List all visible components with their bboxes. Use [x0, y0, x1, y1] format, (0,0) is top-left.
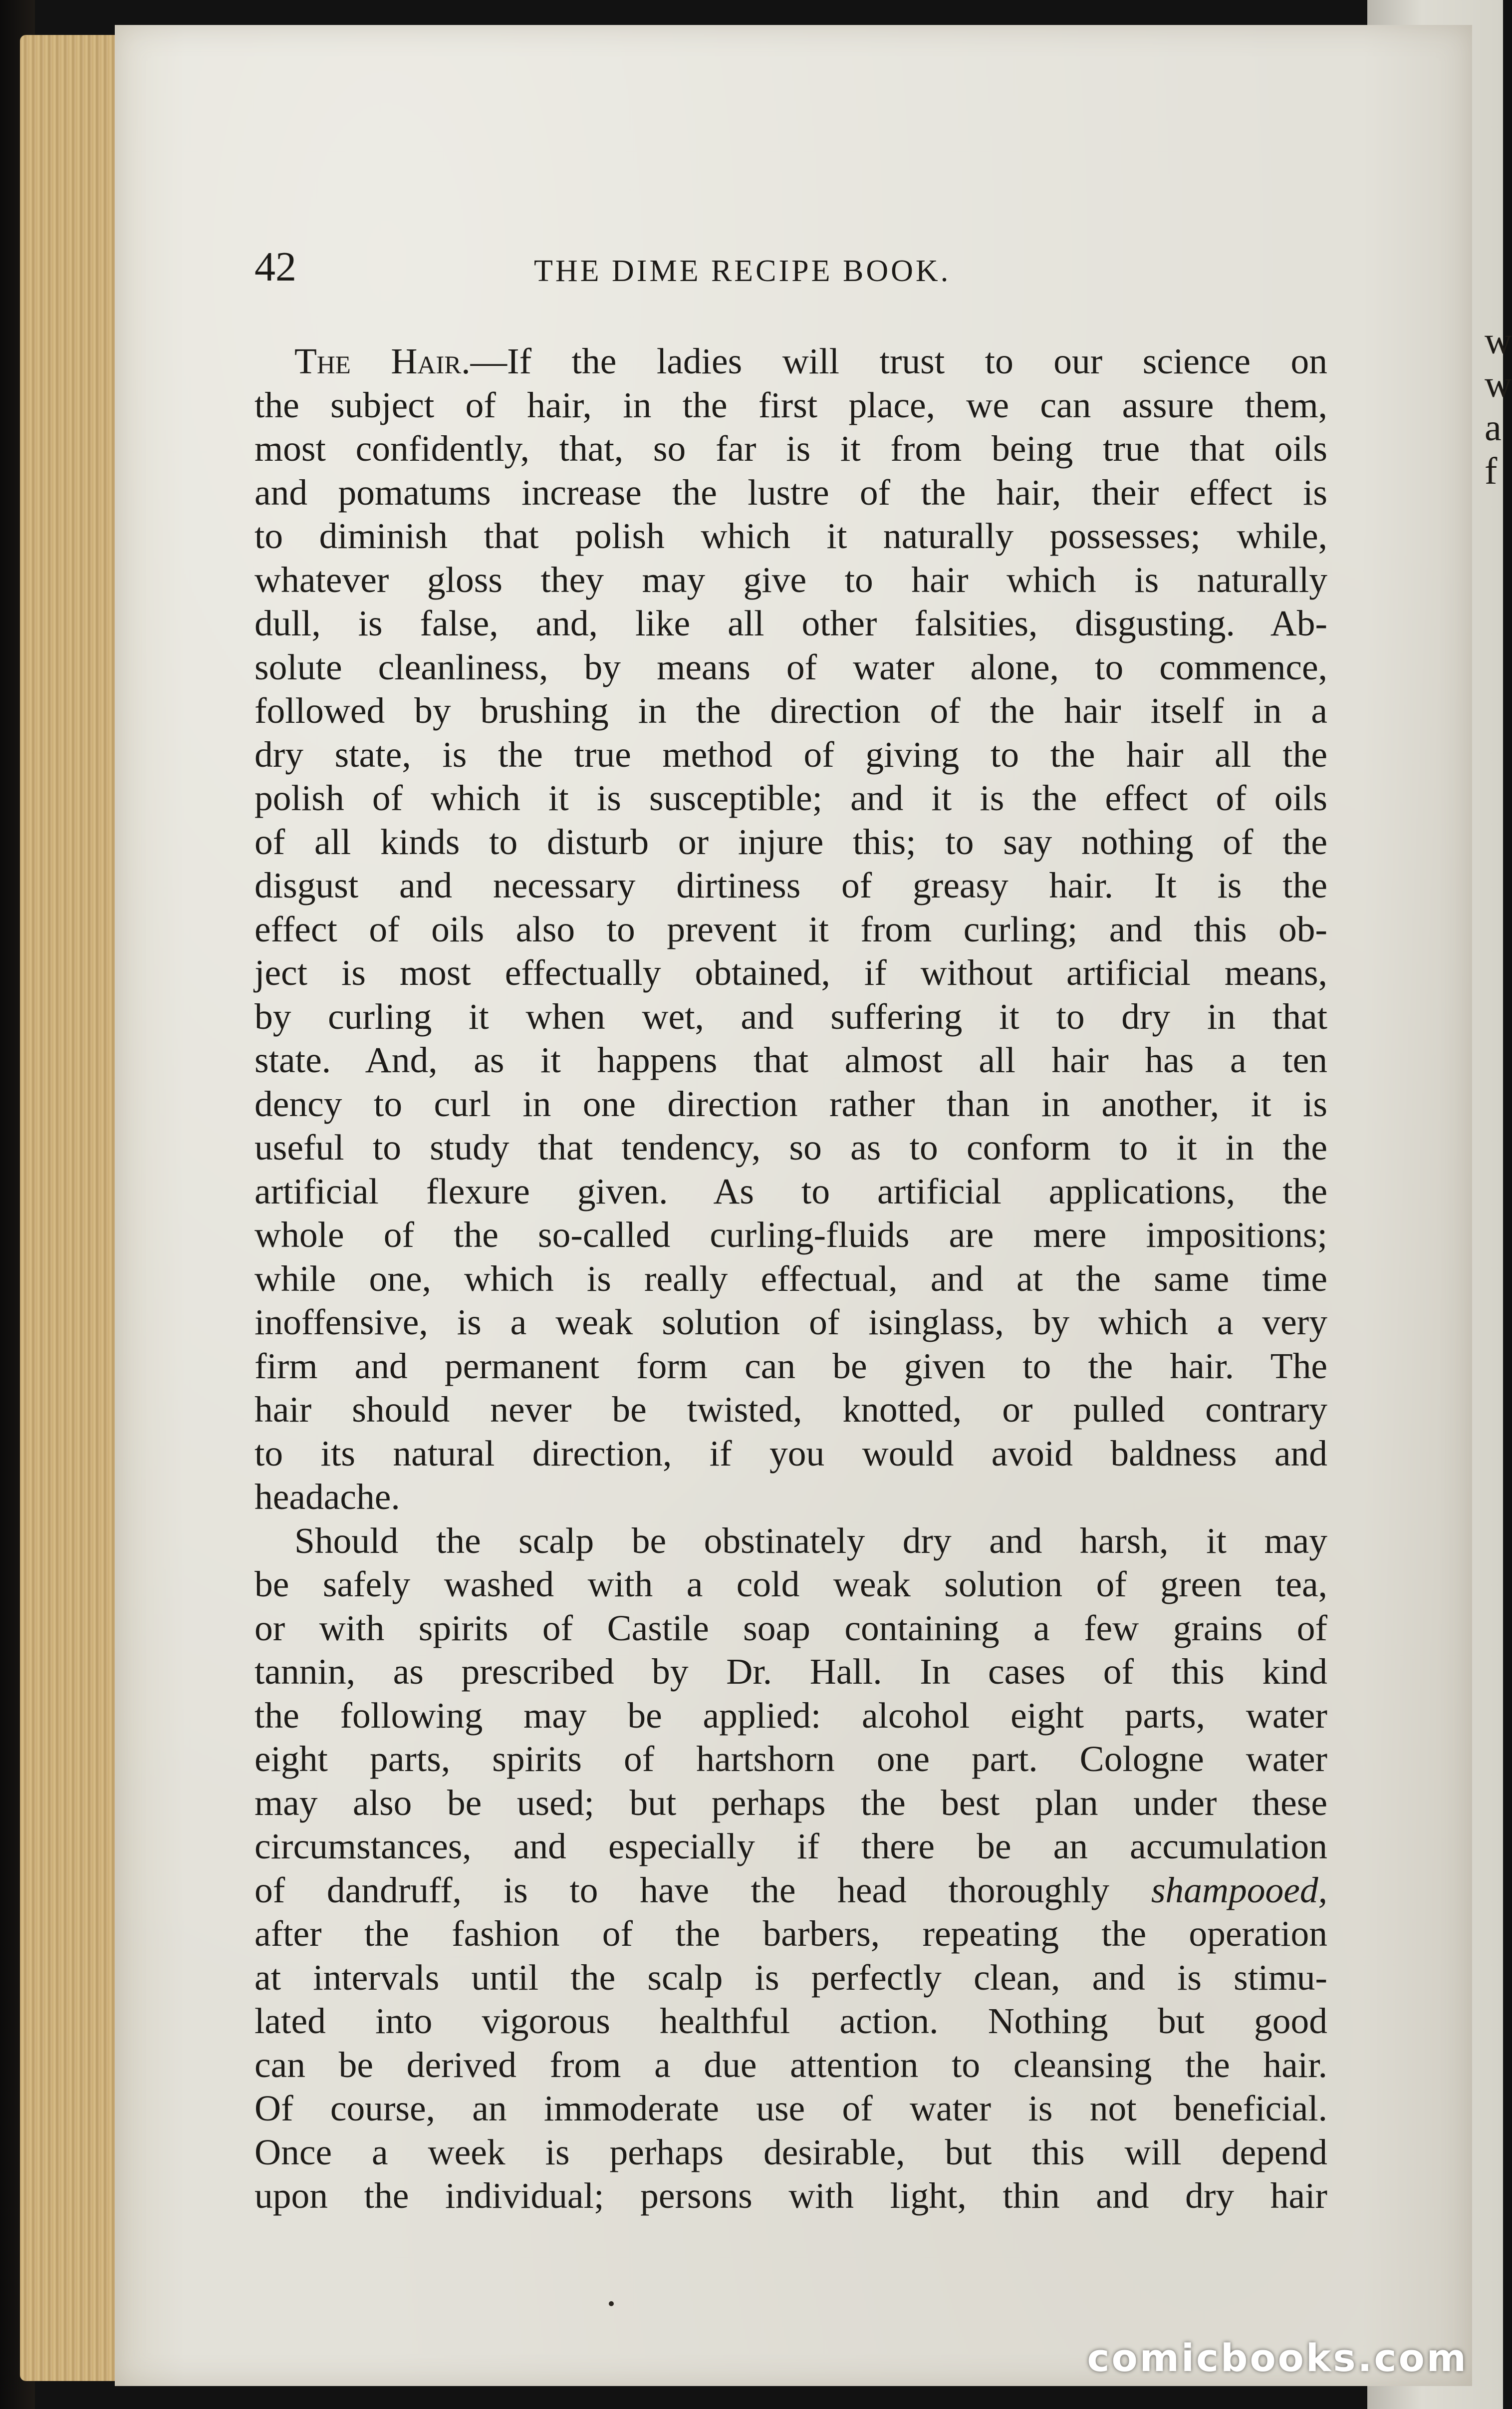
- text-line: circumstances, and especially if there be an accumulation: [254, 1826, 1327, 1866]
- body-text: [254, 339, 1327, 2218]
- text-line: dry state, is the true method of giving to the hair all the: [254, 734, 1327, 775]
- text-line: the following may be applied: alcohol eight parts, water: [254, 1695, 1327, 1736]
- text-line: the subject of hair, in the first place, we can assure them,: [254, 384, 1327, 425]
- title-dash: —: [470, 341, 507, 381]
- facing-page-fragment: a: [1485, 407, 1502, 449]
- text-line: useful to study that tendency, so as to conform to it in the: [254, 1127, 1327, 1168]
- text-line: state. And, as it happens that almost all hair has a ten: [254, 1040, 1327, 1080]
- text-line: polish of which it is susceptible; and it is the effect of oils: [254, 778, 1327, 818]
- text-line: artificial flexure given. As to artificial applications, the: [254, 1171, 1327, 1211]
- text-line: to its natural direction, if you would avoid baldness and: [254, 1433, 1327, 1474]
- text-line: tannin, as prescribed by Dr. Hall. In cases of this kind: [254, 1651, 1327, 1692]
- text-line: dull, is false, and, like all other falsities, disgusting. Ab-: [254, 603, 1327, 643]
- text-line: hair should never be twisted, knotted, or pulled contrary: [254, 1389, 1327, 1430]
- running-head: THE DIME RECIPE BOOK.: [534, 254, 951, 288]
- text-line: by curling it when wet, and suffering it to dry in that: [254, 996, 1327, 1037]
- text-line: may also be used; but perhaps the best plan under these: [254, 1782, 1327, 1823]
- page-edges: [20, 35, 120, 2381]
- section-title: The Hair.: [294, 341, 471, 381]
- text-line: headache.: [254, 1477, 400, 1517]
- ink-speck: [609, 2301, 614, 2306]
- text-line: The Hair.—If the ladies will trust to our science on: [294, 341, 1327, 381]
- facing-page-fragment: w: [1485, 363, 1512, 405]
- text-line: at intervals until the scalp is perfectly clean, and is stimu-: [254, 1957, 1327, 1998]
- watermark: comicbooks.com: [1087, 2336, 1468, 2380]
- page-number: 42: [254, 244, 296, 290]
- text-line: Of course, an immoderate use of water is not beneficial.: [254, 2088, 1327, 2128]
- page-header: [254, 240, 1342, 300]
- text-line: inoffensive, is a weak solution of isinglass, by which a very: [254, 1302, 1327, 1342]
- italic-word: shampooed,: [1151, 1869, 1328, 1910]
- text-line: disgust and necessary dirtiness of greasy hair. It is the: [254, 865, 1327, 905]
- text-line: lated into vigorous healthful action. Nothing but good: [254, 2001, 1327, 2041]
- text-line: of all kinds to disturb or injure this; to say nothing of the: [254, 821, 1327, 862]
- text-line: firm and permanent form can be given to the hair. The: [254, 1345, 1327, 1386]
- text-line: can be derived from a due attention to cleansing the hair.: [254, 2044, 1327, 2085]
- text-line: upon the individual; persons with light, thin and dry hair: [254, 2175, 1327, 2216]
- facing-page-fragment: f: [1485, 450, 1498, 492]
- text-line: or with spirits of Castile soap containing a few grains of: [254, 1607, 1327, 1648]
- text-line: be safely washed with a cold weak solution of green tea,: [254, 1564, 1327, 1604]
- text-line: followed by brushing in the direction of the hair itself in a: [254, 690, 1327, 731]
- text-line: of dandruff, is to have the head thoroughly shampooed,: [254, 1869, 1328, 1910]
- text-line: most confidently, that, so far is it from being true that oils: [254, 428, 1327, 469]
- text-line: ject is most effectually obtained, if without artificial means,: [254, 952, 1327, 993]
- text-line: after the fashion of the barbers, repeating the operation: [254, 1913, 1327, 1954]
- text-line: eight parts, spirits of hartshorn one part. Cologne water: [254, 1739, 1327, 1779]
- text-line: to diminish that polish which it naturally possesses; while,: [254, 516, 1327, 556]
- text-line: and pomatums increase the lustre of the hair, their effect is: [254, 472, 1327, 513]
- text-line: while one, which is really effectual, and at the same time: [254, 1258, 1327, 1299]
- text-line: whole of the so-called curling-fluids are mere impositions;: [254, 1214, 1327, 1255]
- facing-page-fragment: w: [1485, 320, 1512, 362]
- text-line: Once a week is perhaps desirable, but this will depend: [254, 2131, 1327, 2172]
- text-line: dency to curl in one direction rather than in another, it is: [254, 1083, 1327, 1124]
- text-line: solute cleanliness, by means of water alone, to commence,: [254, 646, 1327, 687]
- text-line: Should the scalp be obstinately dry and harsh, it may: [294, 1520, 1327, 1561]
- text-line: whatever gloss they may give to hair which is naturally: [254, 559, 1327, 600]
- text-line: effect of oils also to prevent it from curling; and this ob-: [254, 908, 1327, 949]
